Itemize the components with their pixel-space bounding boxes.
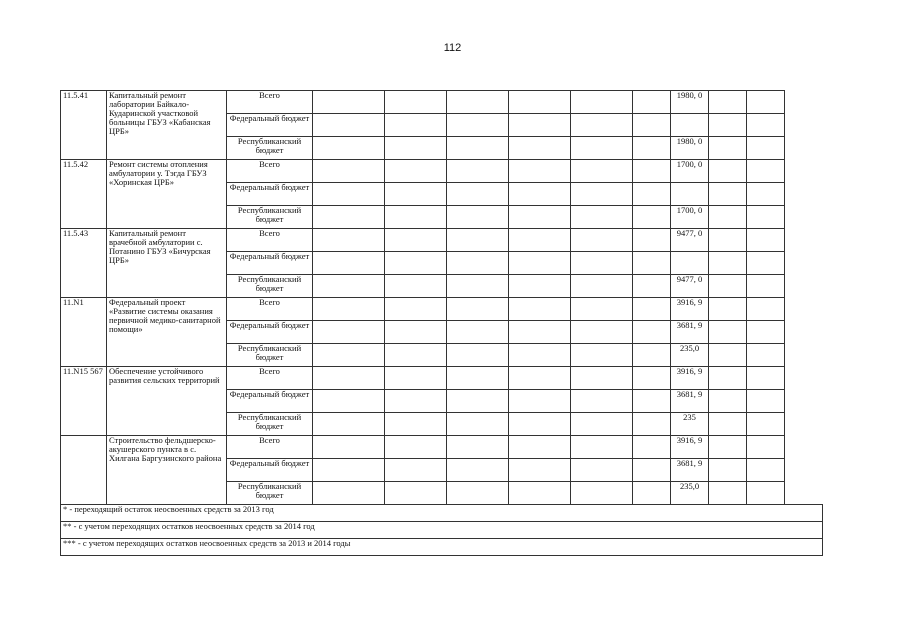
empty-cell bbox=[633, 183, 671, 206]
empty-cell bbox=[747, 183, 785, 206]
empty-cell bbox=[447, 367, 509, 390]
empty-cell bbox=[313, 413, 385, 436]
funding-source: Федеральный бюджет bbox=[227, 183, 313, 206]
empty-cell bbox=[509, 390, 571, 413]
empty-cell bbox=[709, 229, 747, 252]
empty-cell bbox=[709, 459, 747, 482]
empty-cell bbox=[571, 459, 633, 482]
empty-cell bbox=[709, 321, 747, 344]
page-number: 112 bbox=[443, 42, 462, 54]
empty-cell bbox=[385, 482, 447, 505]
empty-cell bbox=[709, 275, 747, 298]
row-code: 11.N1 bbox=[61, 298, 107, 367]
amount-cell: 3681, 9 bbox=[671, 459, 709, 482]
empty-cell bbox=[447, 160, 509, 183]
empty-cell bbox=[709, 482, 747, 505]
empty-cell bbox=[571, 252, 633, 275]
empty-cell bbox=[509, 160, 571, 183]
row-code: 11.5.41 bbox=[61, 91, 107, 160]
empty-cell bbox=[313, 206, 385, 229]
empty-cell bbox=[447, 436, 509, 459]
empty-cell bbox=[509, 298, 571, 321]
footnote-1: * - переходящий остаток неосвоенных средств за 2013 год bbox=[61, 505, 823, 522]
footnote-3: *** - с учетом переходящих остатков неосвоенных средств за 2013 и 2014 годы bbox=[61, 539, 823, 556]
footnote-row bbox=[61, 505, 823, 522]
empty-cell bbox=[747, 137, 785, 160]
empty-cell bbox=[509, 367, 571, 390]
empty-cell bbox=[633, 275, 671, 298]
empty-cell bbox=[709, 367, 747, 390]
empty-cell bbox=[313, 482, 385, 505]
empty-cell bbox=[633, 252, 671, 275]
empty-cell bbox=[385, 459, 447, 482]
funding-source: Всего bbox=[227, 436, 313, 459]
empty-cell bbox=[709, 183, 747, 206]
empty-cell bbox=[509, 436, 571, 459]
empty-cell bbox=[571, 482, 633, 505]
empty-cell bbox=[509, 137, 571, 160]
empty-cell bbox=[447, 183, 509, 206]
amount-cell: 1700, 0 bbox=[671, 160, 709, 183]
empty-cell bbox=[633, 206, 671, 229]
empty-cell bbox=[313, 137, 385, 160]
empty-cell bbox=[633, 436, 671, 459]
empty-cell bbox=[633, 390, 671, 413]
table-row bbox=[61, 298, 823, 321]
empty-cell bbox=[633, 482, 671, 505]
empty-cell bbox=[509, 344, 571, 367]
empty-cell bbox=[385, 436, 447, 459]
empty-cell bbox=[747, 344, 785, 367]
empty-cell bbox=[633, 367, 671, 390]
empty-cell bbox=[633, 298, 671, 321]
empty-cell bbox=[747, 482, 785, 505]
empty-cell bbox=[447, 298, 509, 321]
empty-cell bbox=[313, 229, 385, 252]
empty-cell bbox=[747, 275, 785, 298]
empty-cell bbox=[633, 160, 671, 183]
empty-cell bbox=[385, 229, 447, 252]
empty-cell bbox=[313, 183, 385, 206]
empty-cell bbox=[313, 160, 385, 183]
empty-cell bbox=[709, 252, 747, 275]
empty-cell bbox=[709, 137, 747, 160]
empty-cell bbox=[447, 252, 509, 275]
empty-cell bbox=[571, 91, 633, 114]
empty-cell bbox=[385, 298, 447, 321]
empty-cell bbox=[447, 229, 509, 252]
empty-cell bbox=[313, 252, 385, 275]
amount-cell: 9477, 0 bbox=[671, 275, 709, 298]
row-code: 11.N15 567 bbox=[61, 367, 107, 436]
row-name: Строительство фельдшерско-акушерского пункта в с. Хилгана Баргузинского района bbox=[107, 436, 227, 505]
empty-cell bbox=[313, 436, 385, 459]
empty-cell bbox=[313, 298, 385, 321]
empty-cell bbox=[709, 206, 747, 229]
empty-cell bbox=[571, 321, 633, 344]
empty-cell bbox=[509, 206, 571, 229]
amount-cell bbox=[671, 252, 709, 275]
empty-cell bbox=[313, 367, 385, 390]
table-row bbox=[61, 367, 823, 390]
funding-source: Федеральный бюджет bbox=[227, 252, 313, 275]
empty-cell bbox=[385, 137, 447, 160]
empty-cell bbox=[313, 321, 385, 344]
empty-cell bbox=[385, 183, 447, 206]
row-name: Капитальный ремонт врачебной амбулатории с. Потанино ГБУЗ «Бичурская ЦРБ» bbox=[107, 229, 227, 298]
empty-cell bbox=[747, 252, 785, 275]
empty-cell bbox=[509, 321, 571, 344]
empty-cell bbox=[509, 413, 571, 436]
funding-source: Республиканский бюджет bbox=[227, 275, 313, 298]
empty-cell bbox=[447, 321, 509, 344]
empty-cell bbox=[447, 275, 509, 298]
empty-cell bbox=[747, 91, 785, 114]
amount-cell: 3681, 9 bbox=[671, 321, 709, 344]
funding-source: Республиканский бюджет bbox=[227, 206, 313, 229]
empty-cell bbox=[747, 367, 785, 390]
amount-cell: 1980, 0 bbox=[671, 91, 709, 114]
empty-cell bbox=[447, 91, 509, 114]
empty-cell bbox=[385, 367, 447, 390]
row-name: Ремонт системы отопления амбулатории у. Тэгда ГБУЗ «Хоринская ЦРБ» bbox=[107, 160, 227, 229]
empty-cell bbox=[571, 390, 633, 413]
empty-cell bbox=[509, 482, 571, 505]
empty-cell bbox=[447, 206, 509, 229]
amount-cell: 3916, 9 bbox=[671, 436, 709, 459]
empty-cell bbox=[509, 183, 571, 206]
row-name: Федеральный проект «Развитие системы оказания первичной медико-санитарной помощи» bbox=[107, 298, 227, 367]
empty-cell bbox=[709, 413, 747, 436]
footnote-row bbox=[61, 522, 823, 539]
row-name: Обеспечение устойчивого развития сельских территорий bbox=[107, 367, 227, 436]
empty-cell bbox=[571, 275, 633, 298]
empty-cell bbox=[447, 413, 509, 436]
empty-cell bbox=[385, 413, 447, 436]
amount-cell: 9477, 0 bbox=[671, 229, 709, 252]
empty-cell bbox=[509, 114, 571, 137]
empty-cell bbox=[385, 91, 447, 114]
funding-source: Федеральный бюджет bbox=[227, 390, 313, 413]
row-code bbox=[61, 436, 107, 505]
funding-source: Республиканский бюджет bbox=[227, 482, 313, 505]
empty-cell bbox=[385, 252, 447, 275]
empty-cell bbox=[709, 390, 747, 413]
empty-cell bbox=[447, 482, 509, 505]
empty-cell bbox=[385, 160, 447, 183]
table-row bbox=[61, 160, 823, 183]
amount-cell: 235,0 bbox=[671, 344, 709, 367]
empty-cell bbox=[747, 229, 785, 252]
amount-cell: 1700, 0 bbox=[671, 206, 709, 229]
empty-cell bbox=[571, 367, 633, 390]
empty-cell bbox=[509, 252, 571, 275]
empty-cell bbox=[633, 114, 671, 137]
empty-cell bbox=[747, 206, 785, 229]
empty-cell bbox=[571, 160, 633, 183]
funding-source: Республиканский бюджет bbox=[227, 413, 313, 436]
empty-cell bbox=[571, 114, 633, 137]
funding-source: Всего bbox=[227, 367, 313, 390]
funding-source: Федеральный бюджет bbox=[227, 321, 313, 344]
empty-cell bbox=[313, 459, 385, 482]
empty-cell bbox=[447, 459, 509, 482]
table-row bbox=[61, 91, 823, 114]
funding-source: Всего bbox=[227, 298, 313, 321]
empty-cell bbox=[509, 459, 571, 482]
empty-cell bbox=[709, 436, 747, 459]
empty-cell bbox=[571, 413, 633, 436]
empty-cell bbox=[385, 114, 447, 137]
empty-cell bbox=[313, 275, 385, 298]
empty-cell bbox=[509, 275, 571, 298]
empty-cell bbox=[633, 91, 671, 114]
amount-cell: 3681, 9 bbox=[671, 390, 709, 413]
empty-cell bbox=[633, 459, 671, 482]
table-row bbox=[61, 229, 823, 252]
empty-cell bbox=[633, 229, 671, 252]
empty-cell bbox=[313, 114, 385, 137]
empty-cell bbox=[571, 137, 633, 160]
amount-cell bbox=[671, 183, 709, 206]
footnote-row bbox=[61, 539, 823, 556]
empty-cell bbox=[447, 137, 509, 160]
empty-cell bbox=[633, 344, 671, 367]
funding-source: Федеральный бюджет bbox=[227, 114, 313, 137]
empty-cell bbox=[747, 390, 785, 413]
empty-cell bbox=[385, 344, 447, 367]
budget-table bbox=[60, 90, 823, 556]
empty-cell bbox=[633, 321, 671, 344]
empty-cell bbox=[709, 160, 747, 183]
empty-cell bbox=[509, 229, 571, 252]
amount-cell: 3916, 9 bbox=[671, 298, 709, 321]
row-code: 11.5.42 bbox=[61, 160, 107, 229]
empty-cell bbox=[633, 137, 671, 160]
empty-cell bbox=[709, 344, 747, 367]
row-code: 11.5.43 bbox=[61, 229, 107, 298]
funding-source: Всего bbox=[227, 91, 313, 114]
amount-cell: 3916, 9 bbox=[671, 367, 709, 390]
empty-cell bbox=[385, 321, 447, 344]
empty-cell bbox=[447, 344, 509, 367]
empty-cell bbox=[313, 344, 385, 367]
empty-cell bbox=[313, 390, 385, 413]
empty-cell bbox=[447, 114, 509, 137]
amount-cell: 235 bbox=[671, 413, 709, 436]
funding-source: Республиканский бюджет bbox=[227, 137, 313, 160]
empty-cell bbox=[385, 275, 447, 298]
empty-cell bbox=[709, 114, 747, 137]
empty-cell bbox=[747, 436, 785, 459]
footnote-2: ** - с учетом переходящих остатков неосвоенных средств за 2014 год bbox=[61, 522, 823, 539]
funding-source: Всего bbox=[227, 229, 313, 252]
amount-cell: 235,0 bbox=[671, 482, 709, 505]
empty-cell bbox=[571, 298, 633, 321]
empty-cell bbox=[571, 229, 633, 252]
row-name: Капитальный ремонт лаборатории Байкало-Кударинской участковой больницы ГБУЗ «Кабанская ЦРБ» bbox=[107, 91, 227, 160]
empty-cell bbox=[709, 91, 747, 114]
empty-cell bbox=[747, 413, 785, 436]
empty-cell bbox=[571, 436, 633, 459]
table-row bbox=[61, 436, 823, 459]
empty-cell bbox=[571, 183, 633, 206]
funding-source: Всего bbox=[227, 160, 313, 183]
empty-cell bbox=[747, 459, 785, 482]
empty-cell bbox=[709, 298, 747, 321]
empty-cell bbox=[447, 390, 509, 413]
funding-source: Федеральный бюджет bbox=[227, 459, 313, 482]
empty-cell bbox=[385, 390, 447, 413]
empty-cell bbox=[571, 206, 633, 229]
empty-cell bbox=[747, 298, 785, 321]
empty-cell bbox=[633, 413, 671, 436]
empty-cell bbox=[571, 344, 633, 367]
amount-cell: 1980, 0 bbox=[671, 137, 709, 160]
funding-source: Республиканский бюджет bbox=[227, 344, 313, 367]
empty-cell bbox=[747, 321, 785, 344]
empty-cell bbox=[313, 91, 385, 114]
empty-cell bbox=[385, 206, 447, 229]
empty-cell bbox=[509, 91, 571, 114]
amount-cell bbox=[671, 114, 709, 137]
empty-cell bbox=[747, 114, 785, 137]
empty-cell bbox=[747, 160, 785, 183]
